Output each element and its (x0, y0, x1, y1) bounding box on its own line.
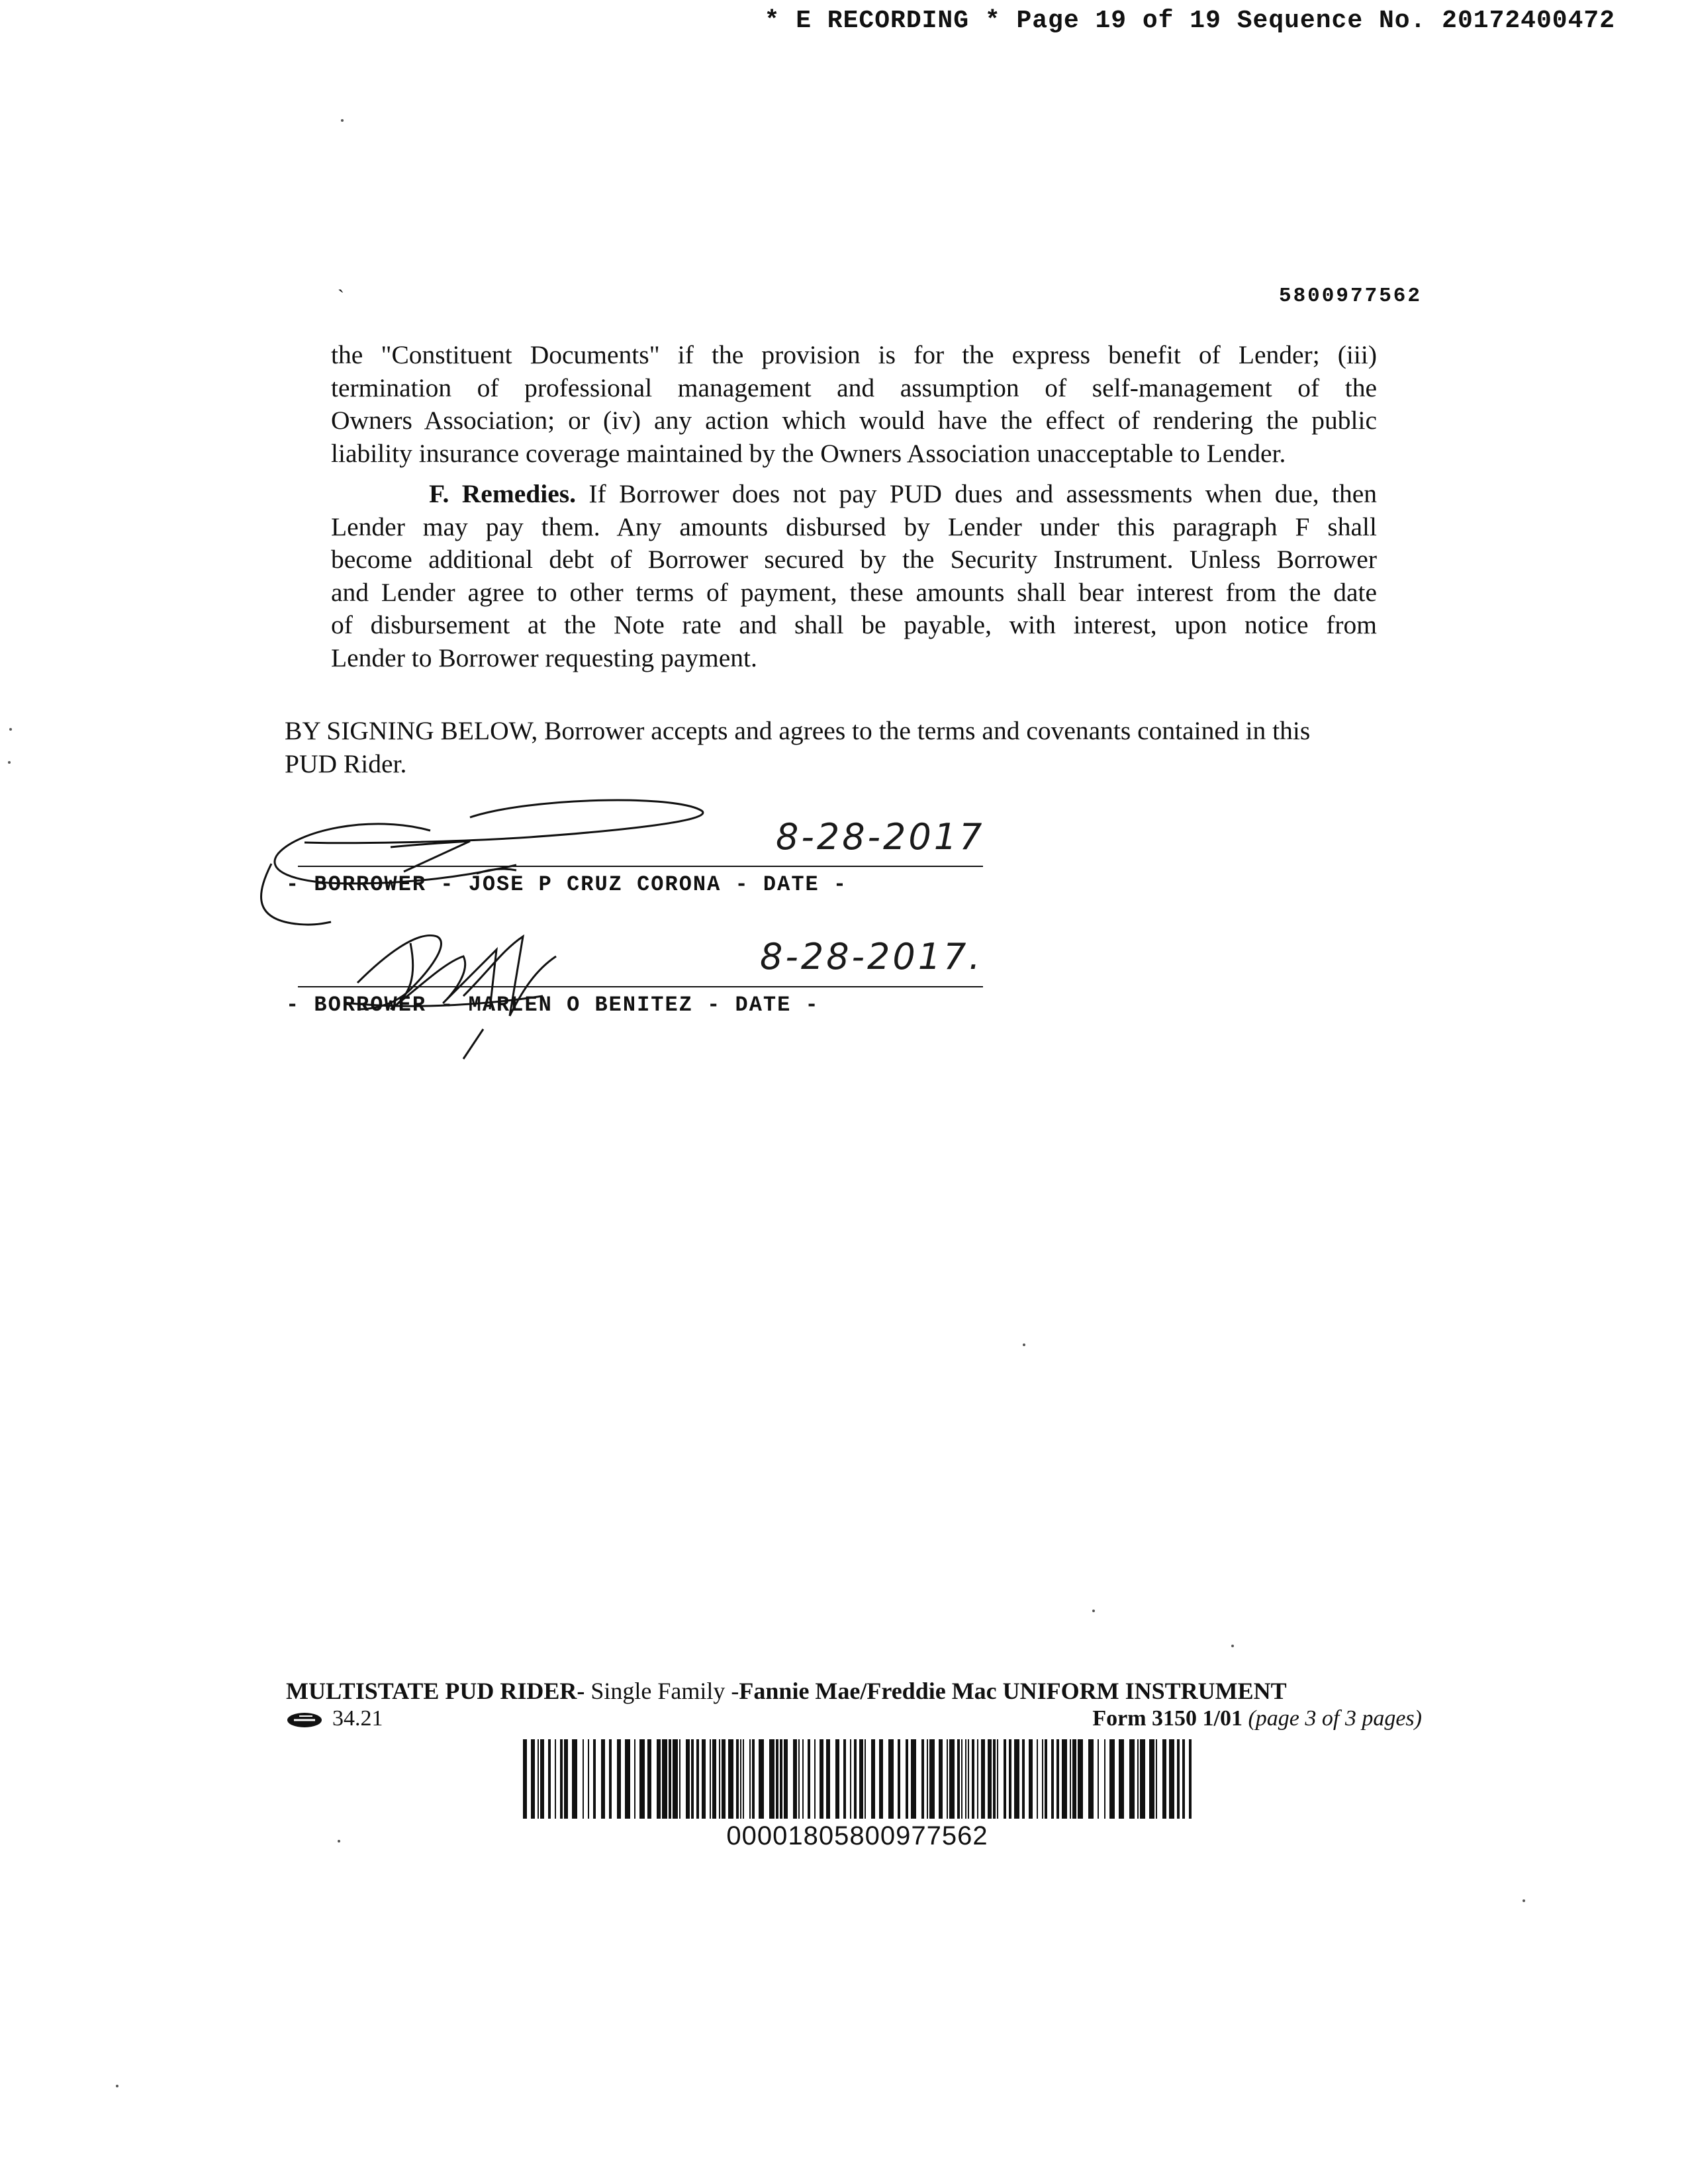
barcode-bar (859, 1739, 863, 1819)
barcode-bar (871, 1739, 875, 1819)
barcode-bar (1078, 1739, 1083, 1819)
barcode-bar (555, 1739, 556, 1819)
barcode-bar (686, 1739, 690, 1819)
barcode-bar (647, 1739, 651, 1819)
barcode-bar (988, 1739, 992, 1819)
barcode-bar (1129, 1739, 1135, 1819)
barcode-bar (1162, 1739, 1166, 1819)
barcode-bar (572, 1739, 577, 1819)
barcode-bar (752, 1739, 755, 1819)
barcode-bar (1169, 1739, 1174, 1819)
barcode-bar (719, 1739, 720, 1819)
barcode-bar (593, 1739, 596, 1819)
barcode-bar (1045, 1739, 1047, 1819)
paragraph-line: and Lender agree to other terms of payment, these amounts shall bear interest from the date (331, 577, 1377, 607)
barcode-bar (560, 1739, 563, 1819)
signing-statement (285, 715, 1423, 780)
barcode-bar (601, 1739, 605, 1819)
barcode-bar (879, 1739, 883, 1819)
form-number-bold: Form 3150 1/01 (1092, 1706, 1243, 1731)
barcode-bar (1037, 1739, 1038, 1819)
barcode-bar (538, 1739, 539, 1819)
barcode-bar (981, 1739, 985, 1819)
barcode-bar (997, 1739, 998, 1819)
barcode-bar (634, 1739, 635, 1819)
barcode-bar (740, 1739, 741, 1819)
barcode-bar (1109, 1739, 1115, 1819)
barcode-bar (793, 1739, 797, 1819)
signature-line (298, 986, 983, 987)
barcode-bar (820, 1739, 823, 1819)
barcode-bar (957, 1739, 960, 1819)
barcode-bar (696, 1739, 699, 1819)
loan-number: 5800977562 (1278, 285, 1422, 308)
barcode-bar (961, 1739, 962, 1819)
paragraph-line: termination of professional management and assumption of self-management of the (331, 373, 1377, 402)
signature-marlen-benitez (331, 917, 609, 1062)
barcode-bar (1140, 1739, 1145, 1819)
barcode-bar (911, 1739, 916, 1819)
scan-speck (1092, 1610, 1095, 1612)
barcode-bar (1014, 1739, 1019, 1819)
remedies-paragraph (331, 478, 1377, 674)
paragraph-line: Lender to Borrower requesting payment. (331, 643, 757, 672)
scan-speck (1523, 1899, 1525, 1902)
barcode-bar (826, 1739, 830, 1819)
signature-label: - BORROWER - JOSE P CRUZ CORONA - DATE - (286, 872, 848, 897)
barcode-bar (1119, 1739, 1124, 1819)
continued-paragraph (331, 339, 1377, 470)
barcode-bar (1042, 1739, 1043, 1819)
paragraph-line: Owners Association; or (iv) any action which would have the effect of rendering the public (331, 406, 1377, 435)
paragraph-line: liability insurance coverage maintained by the Owners Association unacceptable to Lender. (331, 438, 1286, 468)
signature-label: - BORROWER - MARLEN O BENITEZ - DATE - (286, 993, 820, 1017)
barcode-bar (968, 1739, 969, 1819)
paragraph-line: the "Constituent Documents" if the provision is for the express benefit of Lender; (iii) (331, 340, 1377, 369)
stray-mark: ` (338, 286, 344, 308)
signing-statement-line: BY SIGNING BELOW, Borrower accepts and agrees to the terms and covenants contained in this (285, 716, 1311, 745)
barcode-bar (921, 1739, 924, 1819)
paragraph-line: become additional debt of Borrower secured by the Security Instrument. Unless Borrower (331, 545, 1377, 574)
barcode-bar (679, 1739, 680, 1819)
barcode-bar (949, 1739, 955, 1819)
barcode-bar (965, 1739, 966, 1819)
barcode-bar (798, 1739, 800, 1819)
barcode-bar (1137, 1739, 1139, 1819)
scan-speck (1023, 1343, 1025, 1346)
barcode-bar (702, 1739, 706, 1819)
barcode-bar (531, 1739, 535, 1819)
form-title-bold: MULTISTATE PUD RIDER- (286, 1678, 585, 1704)
recording-header: * E RECORDING * Page 19 of 19 Sequence No. 20172400472 (764, 7, 1615, 35)
scan-speck (8, 761, 11, 764)
barcode-bar (657, 1739, 661, 1819)
barcode-bar (1072, 1739, 1076, 1819)
barcode-bar (712, 1739, 716, 1819)
barcode-bar (728, 1739, 733, 1819)
barcode-bar (523, 1739, 527, 1819)
barcode-bar (1182, 1739, 1185, 1819)
barcode-bar (888, 1739, 894, 1819)
barcode-bar (1177, 1739, 1180, 1819)
barcode-bar (927, 1739, 928, 1819)
barcode-bar (1149, 1739, 1154, 1819)
barcode-bar (1004, 1739, 1006, 1819)
barcode-bar (1022, 1739, 1025, 1819)
signature-line (298, 866, 983, 867)
barcode-bar (843, 1739, 846, 1819)
remedies-heading: F. Remedies. (429, 479, 576, 508)
paragraph-line: of disbursement at the Note rate and shall be payable, with interest, upon notice from (331, 610, 1377, 639)
barcode-bar (743, 1739, 744, 1819)
scan-speck (341, 119, 344, 122)
barcode-bar (802, 1739, 804, 1819)
barcode-bar (669, 1739, 671, 1819)
barcode-bar (1009, 1739, 1011, 1819)
barcode-bar (1098, 1739, 1099, 1819)
barcode-bar (854, 1739, 857, 1819)
barcode-bar (1088, 1739, 1094, 1819)
form-title-regular: Single Family - (585, 1678, 739, 1704)
barcode-bar (1189, 1739, 1192, 1819)
barcode-bar (1104, 1739, 1105, 1819)
scan-speck (1231, 1645, 1234, 1647)
barcode-bar (625, 1739, 630, 1819)
barcode-bar (639, 1739, 645, 1819)
barcode-bar (808, 1739, 810, 1819)
barcode-bar (993, 1739, 996, 1819)
form-page-count: (page 3 of 3 pages) (1242, 1706, 1422, 1731)
signature-date-handwritten: 8-28-2017 (776, 816, 985, 858)
barcode-bar (1029, 1739, 1033, 1819)
barcode-bar (673, 1739, 678, 1819)
barcode-bar (1062, 1739, 1067, 1819)
barcode-bar (865, 1739, 866, 1819)
barcode-bar (609, 1739, 612, 1819)
barcode-bar (662, 1739, 667, 1819)
barcode-bar (898, 1739, 900, 1819)
barcode-bar (977, 1739, 978, 1819)
barcode-bar (1156, 1739, 1157, 1819)
barcode-bar (588, 1739, 589, 1819)
form-title-bold: Fannie Mae/Freddie Mac UNIFORM INSTRUMENT (739, 1678, 1287, 1704)
barcode-bar (1070, 1739, 1071, 1819)
barcode-bar (564, 1739, 568, 1819)
form-title (286, 1677, 1287, 1705)
barcode-bar (769, 1739, 774, 1819)
barcode-bar (1051, 1739, 1054, 1819)
scan-speck (9, 728, 12, 731)
barcode (523, 1739, 1192, 1819)
scan-speck (338, 1840, 340, 1843)
form-number (1092, 1706, 1422, 1731)
barcode-bar (972, 1739, 974, 1819)
barcode-bar (906, 1739, 908, 1819)
vmp-logo-icon (286, 1711, 323, 1729)
barcode-bar (780, 1739, 782, 1819)
barcode-bar (835, 1739, 839, 1819)
paragraph-line (331, 478, 1377, 511)
barcode-bar (540, 1739, 544, 1819)
barcode-bar (1056, 1739, 1059, 1819)
barcode-bar (722, 1739, 726, 1819)
barcode-bar (736, 1739, 739, 1819)
barcode-bar (710, 1739, 711, 1819)
barcode-bar (548, 1739, 551, 1819)
barcode-bar (784, 1739, 788, 1819)
paragraph-line-text: If Borrower does not pay PUD dues and assessments when due, then (588, 479, 1378, 508)
barcode-bar (939, 1739, 943, 1819)
barcode-bar (947, 1739, 948, 1819)
barcode-number: 00001805800977562 (726, 1821, 988, 1850)
signing-statement-line: PUD Rider. (285, 749, 407, 778)
scan-speck (116, 2085, 118, 2087)
signature-date-handwritten: 8-28-2017. (760, 936, 983, 978)
barcode-bar (691, 1739, 694, 1819)
barcode-bar (759, 1739, 764, 1819)
form-code-number: 34.21 (332, 1706, 383, 1731)
barcode-bar (850, 1739, 851, 1819)
barcode-bar (776, 1739, 778, 1819)
barcode-bar (814, 1739, 816, 1819)
barcode-bar (617, 1739, 621, 1819)
barcode-bar (929, 1739, 935, 1819)
barcode-bar (749, 1739, 751, 1819)
barcode-bar (583, 1739, 584, 1819)
paragraph-line: Lender may pay them. Any amounts disbursed by Lender under this paragraph F shall (331, 512, 1377, 541)
form-code (286, 1706, 383, 1731)
